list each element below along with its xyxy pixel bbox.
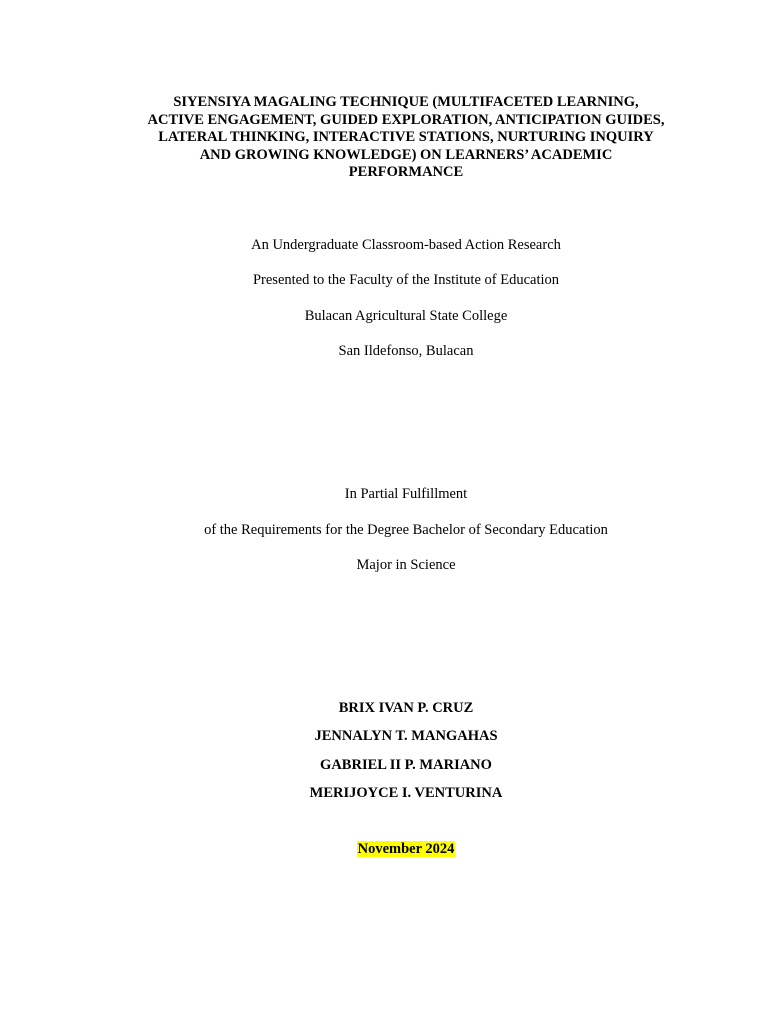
document-date-line bbox=[0, 840, 768, 858]
title-line: PERFORMANCE bbox=[348, 164, 464, 181]
author-name: JENNALYN T. MANGAHAS bbox=[314, 728, 498, 744]
author-name: MERIJOYCE I. VENTURINA bbox=[309, 785, 503, 801]
major: Major in Science bbox=[356, 557, 456, 573]
author-name: GABRIEL II P. MARIANO bbox=[320, 757, 492, 773]
author-name: BRIX IVAN P. CRUZ bbox=[338, 700, 474, 716]
research-type: An Undergraduate Classroom-based Action Research bbox=[251, 237, 561, 253]
title-line: ACTIVE ENGAGEMENT, GUIDED EXPLORATION, ANTICIPATION GUIDES, bbox=[147, 111, 665, 128]
partial-fulfillment: In Partial Fulfillment bbox=[344, 486, 468, 502]
title-line: LATERAL THINKING, INTERACTIVE STATIONS, NURTURING INQUIRY bbox=[158, 129, 654, 146]
document-title bbox=[128, 94, 684, 182]
document-date: November 2024 bbox=[357, 841, 455, 857]
degree-requirements: of the Requirements for the Degree Bachelor of Secondary Education bbox=[204, 522, 608, 538]
college-location: San Ildefonso, Bulacan bbox=[338, 343, 474, 359]
title-line: SIYENSIYA MAGALING TECHNIQUE (MULTIFACETED LEARNING, bbox=[173, 94, 639, 110]
college-name: Bulacan Agricultural State College bbox=[304, 308, 508, 324]
presented-to: Presented to the Faculty of the Institute of Education bbox=[252, 272, 560, 288]
title-line: AND GROWING KNOWLEDGE) ON LEARNERS’ ACADEMIC bbox=[199, 146, 613, 163]
